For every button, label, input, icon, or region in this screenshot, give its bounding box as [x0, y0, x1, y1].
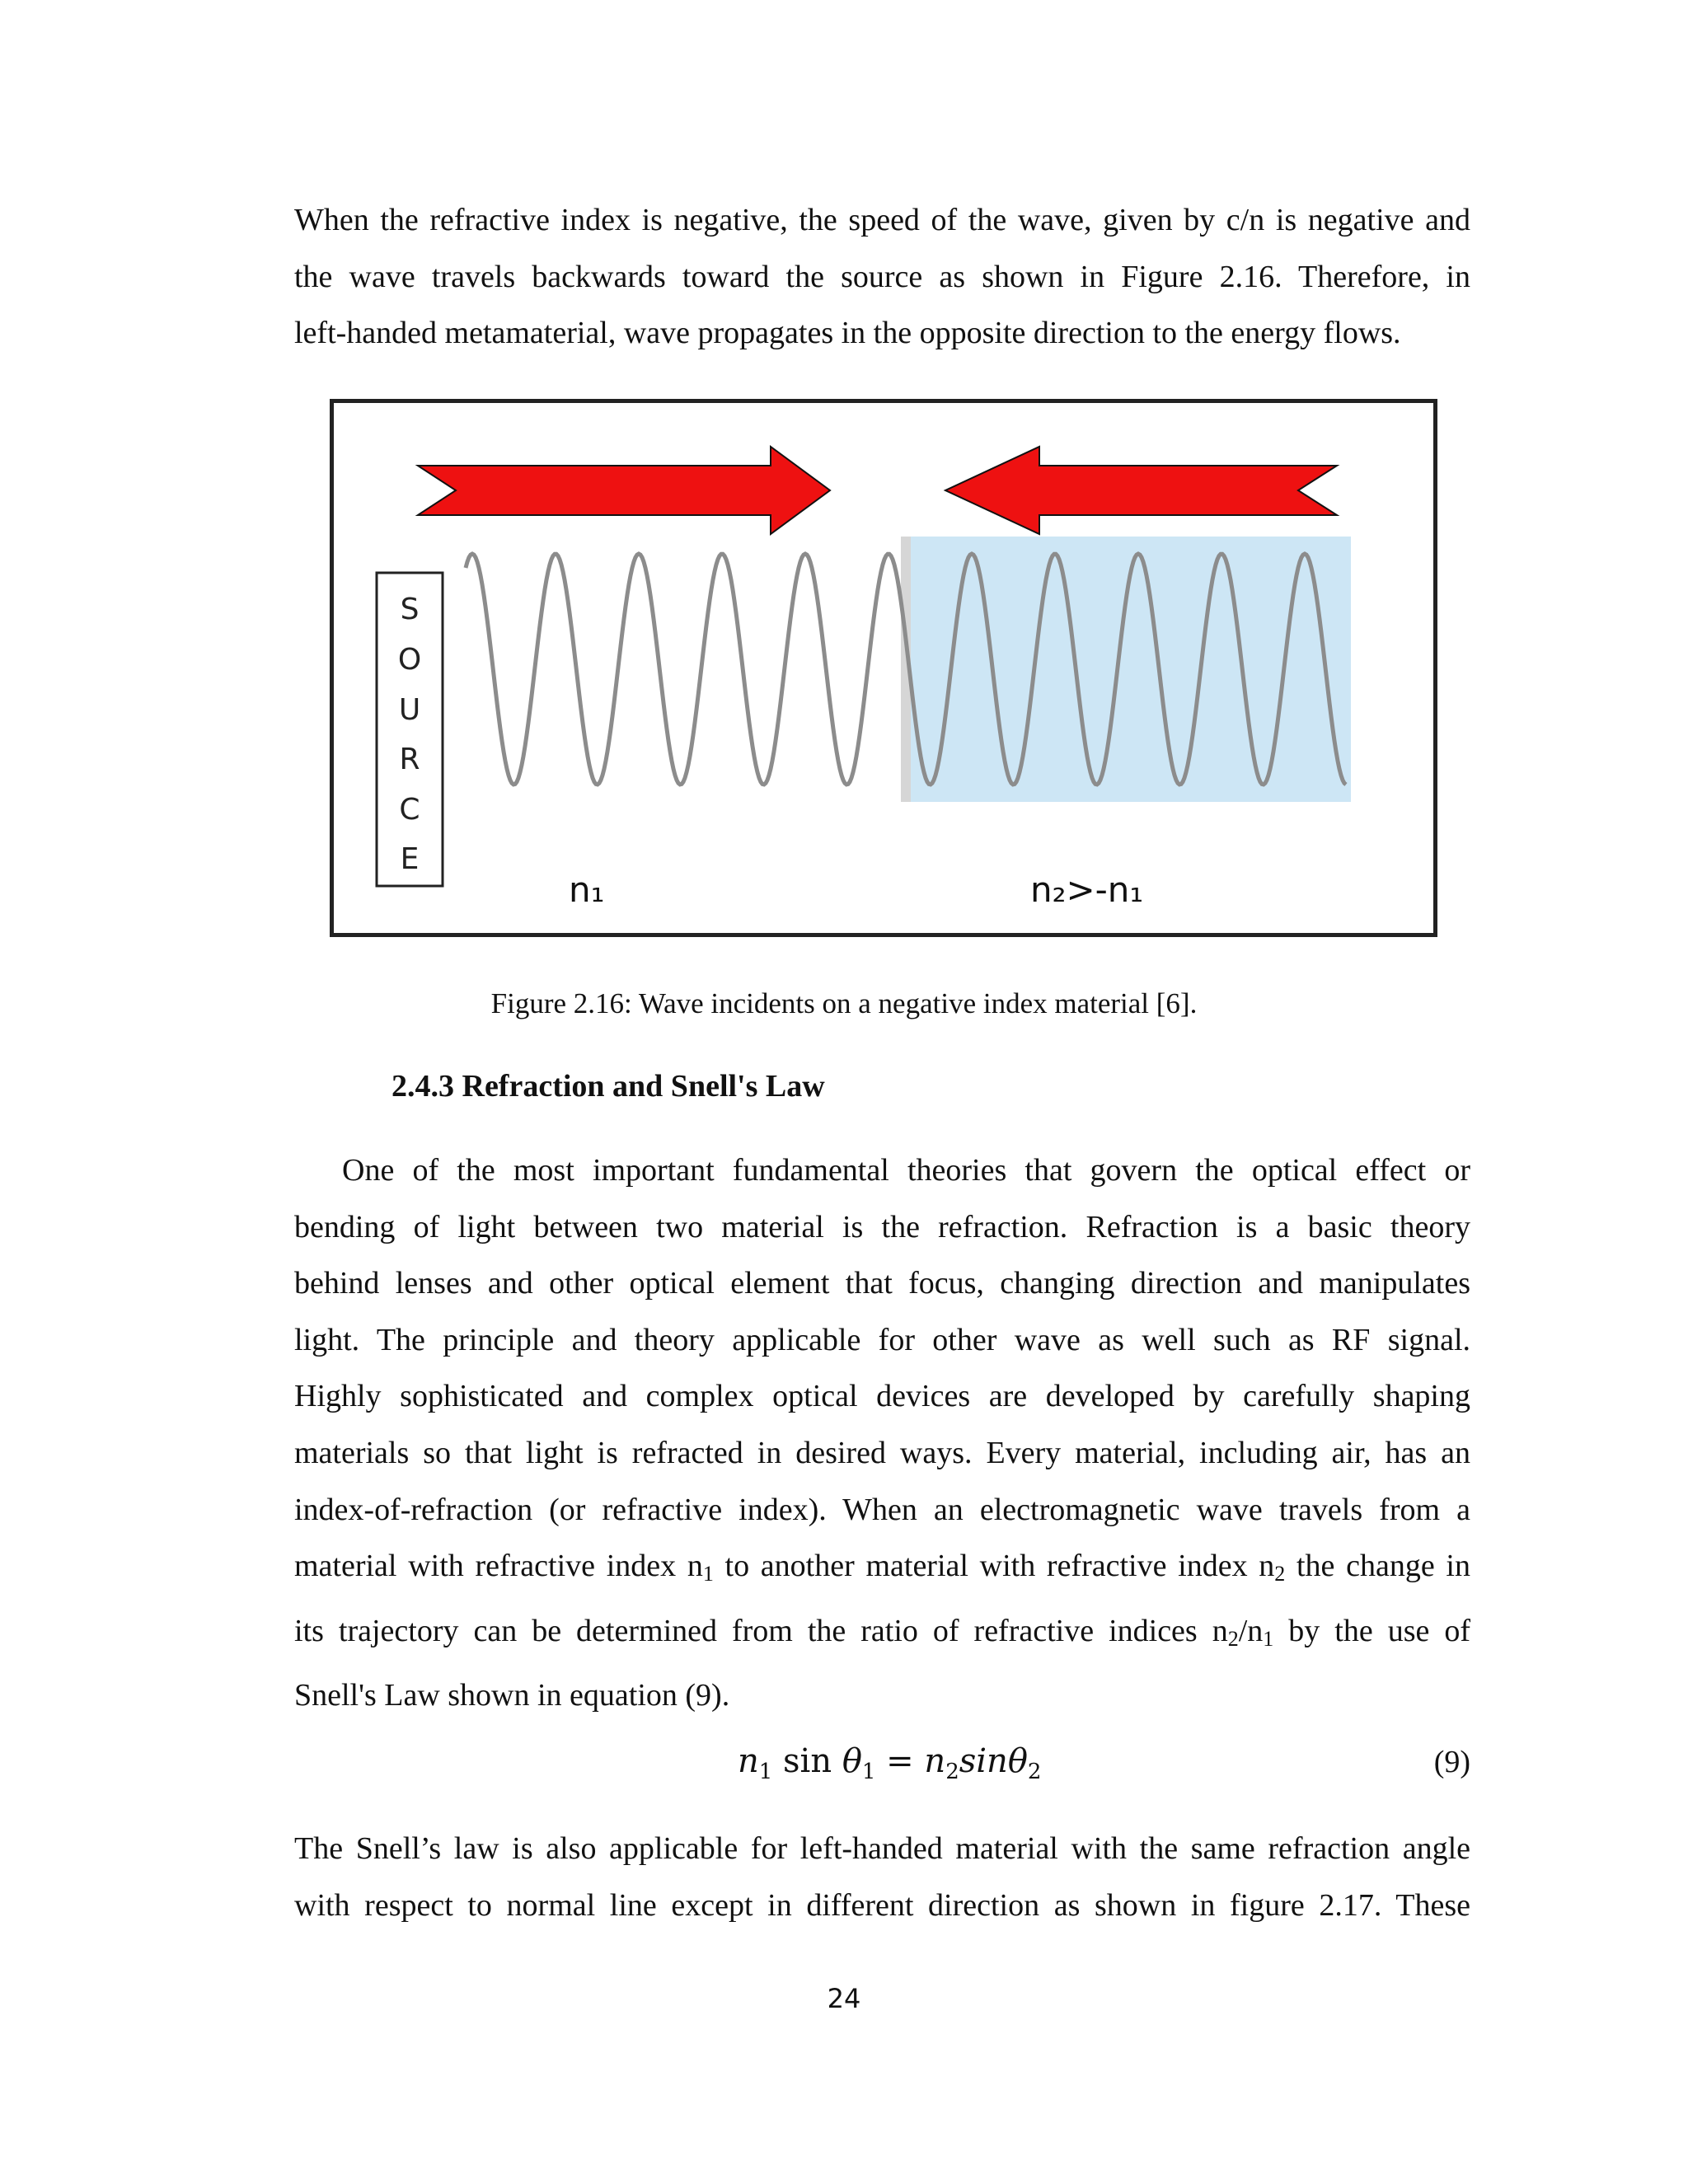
- source-letter: S: [400, 593, 420, 626]
- eq-function: sin: [959, 1742, 1008, 1780]
- source-letter: E: [400, 842, 420, 876]
- label-n2-gt-neg-n1: n₂>-n₁: [1030, 869, 1144, 910]
- left-arrow: [945, 447, 1337, 534]
- paragraph-refraction: [294, 1142, 1470, 1724]
- eq-symbol: n: [738, 1742, 759, 1780]
- eq-subscript: 2: [945, 1760, 959, 1784]
- text-line: The Snell’s law is also applicable for left-handed material with the same refraction angle: [294, 1831, 1470, 1866]
- page-number: 24: [827, 1983, 861, 2014]
- paragraph-snell-left-handed: [294, 1821, 1470, 1933]
- figure-caption: Figure 2.16: Wave incidents on a negative index material [6].: [490, 987, 1198, 1019]
- text-line: the wave travels backwards toward the source as shown in Figure 2.16. Therefore, in: [294, 259, 1470, 294]
- source-letter: R: [399, 743, 420, 776]
- text-run: /n: [1238, 1613, 1264, 1648]
- snells-law-equation: [738, 1741, 1041, 1793]
- text-line: When the refractive index is negative, the speed of the wave, given by c/n is negative and: [294, 203, 1470, 237]
- eq-operator: =: [875, 1742, 925, 1780]
- text-line: index-of-refraction (or refractive index). When an electromagnetic wave travels from a: [294, 1492, 1470, 1527]
- text-run: to another material with refractive index n: [713, 1549, 1275, 1584]
- eq-subscript: 2: [1027, 1760, 1042, 1784]
- text-line: light. The principle and theory applicable for other wave as well such as RF signal.: [294, 1322, 1470, 1357]
- text-line: bending of light between two material is the refraction. Refraction is a basic theory: [294, 1209, 1470, 1244]
- text-line: [294, 1538, 1470, 1603]
- figure-wave-negative-index: [330, 399, 1437, 937]
- source-letter: C: [399, 793, 420, 827]
- text-run: the change in: [1285, 1549, 1470, 1584]
- text-run: material with refractive index n: [294, 1549, 703, 1584]
- text-line: with respect to normal line except in different direction as shown in figure 2.17. These: [294, 1887, 1470, 1923]
- equation-number: (9): [1433, 1745, 1470, 1779]
- eq-subscript: 1: [758, 1760, 773, 1784]
- text-line: behind lenses and other optical element that focus, changing direction and manipulates: [294, 1266, 1470, 1301]
- subscript: 2: [1227, 1626, 1239, 1651]
- figure-illustration: [334, 403, 1433, 933]
- eq-symbol: θ: [1007, 1742, 1028, 1780]
- subscript: 1: [1263, 1626, 1274, 1651]
- text-run: its trajectory can be determined from the ratio of refractive indices n: [294, 1613, 1228, 1648]
- subscript: 2: [1274, 1562, 1286, 1586]
- source-letter: O: [397, 643, 422, 677]
- eq-symbol: n: [924, 1742, 946, 1780]
- source-letter: U: [398, 693, 421, 727]
- eq-subscript: 1: [861, 1760, 876, 1784]
- text-line: materials so that light is refracted in desired ways. Every material, including air, has an: [294, 1435, 1470, 1470]
- text-line: Snell's Law shown in equation (9).: [294, 1678, 730, 1713]
- text-line: One of the most important fundamental theories that govern the optical effect or: [342, 1153, 1470, 1188]
- text-line: [294, 1603, 1470, 1668]
- text-line: left-handed metamaterial, wave propagates in the opposite direction to the energy flows.: [294, 316, 1401, 351]
- text-run: by the use of: [1273, 1613, 1470, 1648]
- label-n1: n₁: [569, 869, 605, 910]
- text-line: Highly sophisticated and complex optical devices are developed by carefully shaping: [294, 1379, 1470, 1414]
- right-arrow: [418, 447, 830, 534]
- subscript: 1: [702, 1562, 714, 1586]
- paragraph-negative-index: [294, 192, 1470, 362]
- eq-symbol: θ: [842, 1742, 862, 1780]
- section-heading: 2.4.3 Refraction and Snell's Law: [392, 1069, 825, 1104]
- eq-function: sin: [772, 1742, 842, 1780]
